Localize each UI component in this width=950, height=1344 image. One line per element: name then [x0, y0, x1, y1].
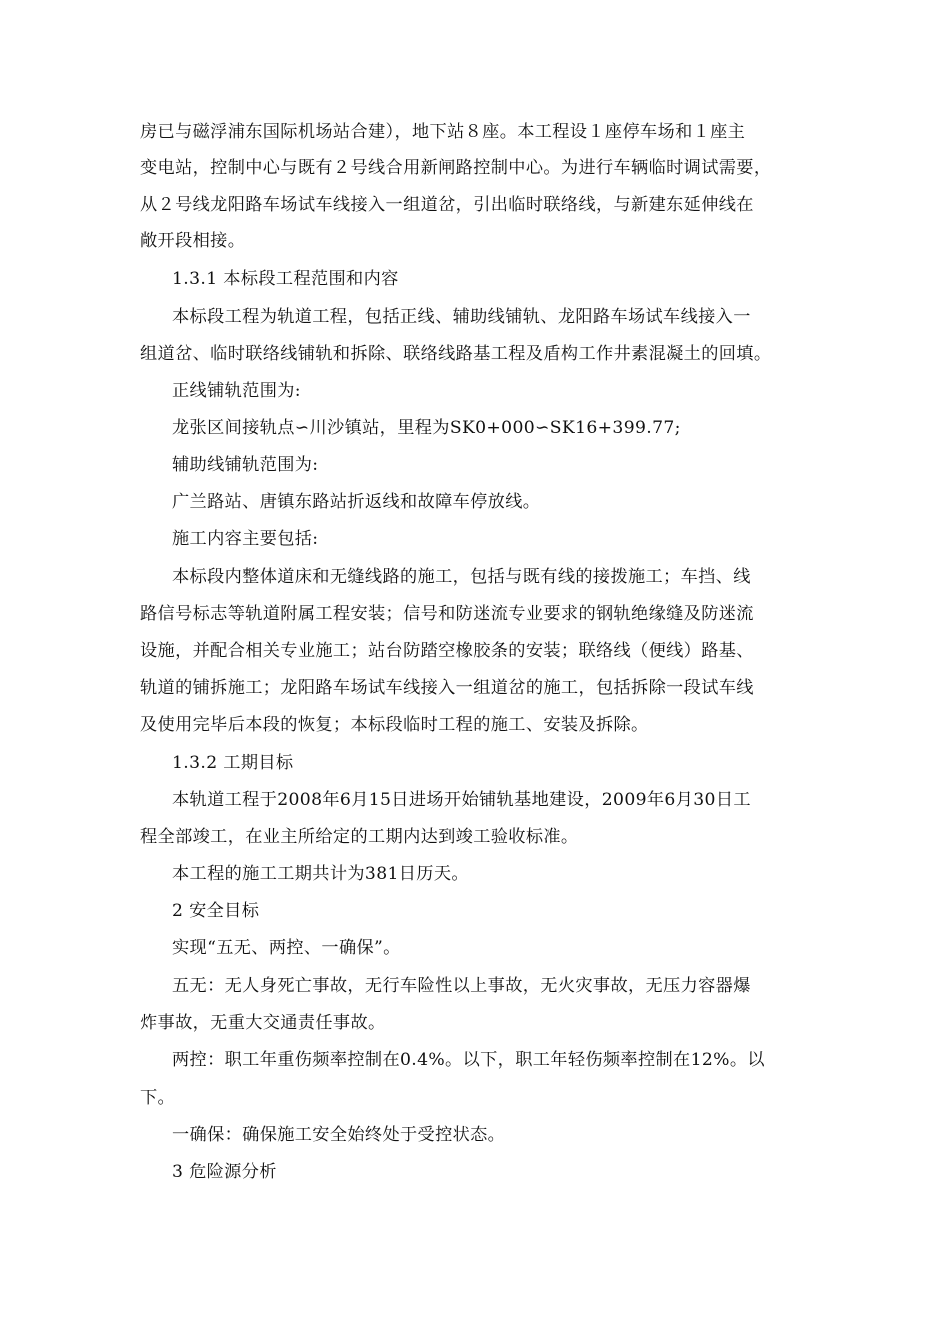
paragraph-line: 轨道的铺拆施工；龙阳路车场试车线接入一组道岔的施工，包括拆除一段试车线	[140, 678, 754, 698]
section-heading-1-3-2: 1.3.2 工期目标	[172, 753, 294, 773]
paragraph-line: 从２号线龙阳路车场试车线接入一组道岔，引出临时联络线，与新建东延伸线在	[140, 195, 754, 215]
section-heading-3: 3 危险源分析	[172, 1162, 277, 1182]
paragraph-line: 程全部竣工，在业主所给定的工期内达到竣工验收标准。	[140, 827, 579, 847]
paragraph-line: 两控：职工年重伤频率控制在0.4%。以下，职工年轻伤频率控制在12%。以	[172, 1050, 765, 1070]
paragraph-line: 本标段内整体道床和无缝线路的施工，包括与既有线的接拨施工；车挡、线	[172, 567, 751, 587]
paragraph-line: 一确保：确保施工安全始终处于受控状态。	[172, 1125, 506, 1145]
paragraph-line: 实现“五无、两控、一确保”。	[172, 938, 401, 958]
paragraph-line: 施工内容主要包括:	[172, 529, 319, 549]
paragraph-line: 炸事故，无重大交通责任事故。	[140, 1013, 386, 1033]
paragraph-line: 组道岔、临时联络线铺轨和拆除、联络线路基工程及盾构工作井素混凝土的回填。	[140, 344, 772, 364]
paragraph-line: 变电站，控制中心与既有２号线合用新闸路控制中心。为进行车辆临时调试需要，	[140, 158, 772, 178]
paragraph-line: 本标段工程为轨道工程，包括正线、辅助线铺轨、龙阳路车场试车线接入一	[172, 307, 751, 327]
paragraph-line: 及使用完毕后本段的恢复；本标段临时工程的施工、安装及拆除。	[140, 715, 649, 735]
paragraph-line: 下。	[140, 1088, 176, 1108]
paragraph-line: 正线铺轨范围为:	[172, 381, 301, 401]
paragraph-line: 本工程的施工工期共计为381日历天。	[172, 864, 469, 884]
paragraph-line: 敞开段相接。	[140, 231, 246, 251]
paragraph-line: 广兰路站、唐镇东路站折返线和故障车停放线。	[172, 492, 541, 512]
paragraph-line: 龙张区间接轨点∽川沙镇站，里程为SK0+000∽SK16+399.77;	[172, 418, 681, 438]
paragraph-line: 房已与磁浮浦东国际机场站合建），地下站８座。本工程设１座停车场和１座主	[140, 122, 746, 142]
section-heading-2: 2 安全目标	[172, 901, 260, 921]
paragraph-line: 辅助线铺轨范围为:	[172, 455, 319, 475]
section-heading-1-3-1: 1.3.1 本标段工程范围和内容	[172, 269, 399, 289]
paragraph-line: 本轨道工程于2008年6月15日进场开始铺轨基地建设，2009年6月30日工	[172, 790, 751, 810]
paragraph-line: 路信号标志等轨道附属工程安装；信号和防迷流专业要求的钢轨绝缘缝及防迷流	[140, 604, 754, 624]
paragraph-line: 五无：无人身死亡事故，无行车险性以上事故，无火灾事故，无压力容器爆	[172, 976, 751, 996]
paragraph-line: 设施，并配合相关专业施工；站台防踏空橡胶条的安装；联络线（便线）路基、	[140, 641, 754, 661]
